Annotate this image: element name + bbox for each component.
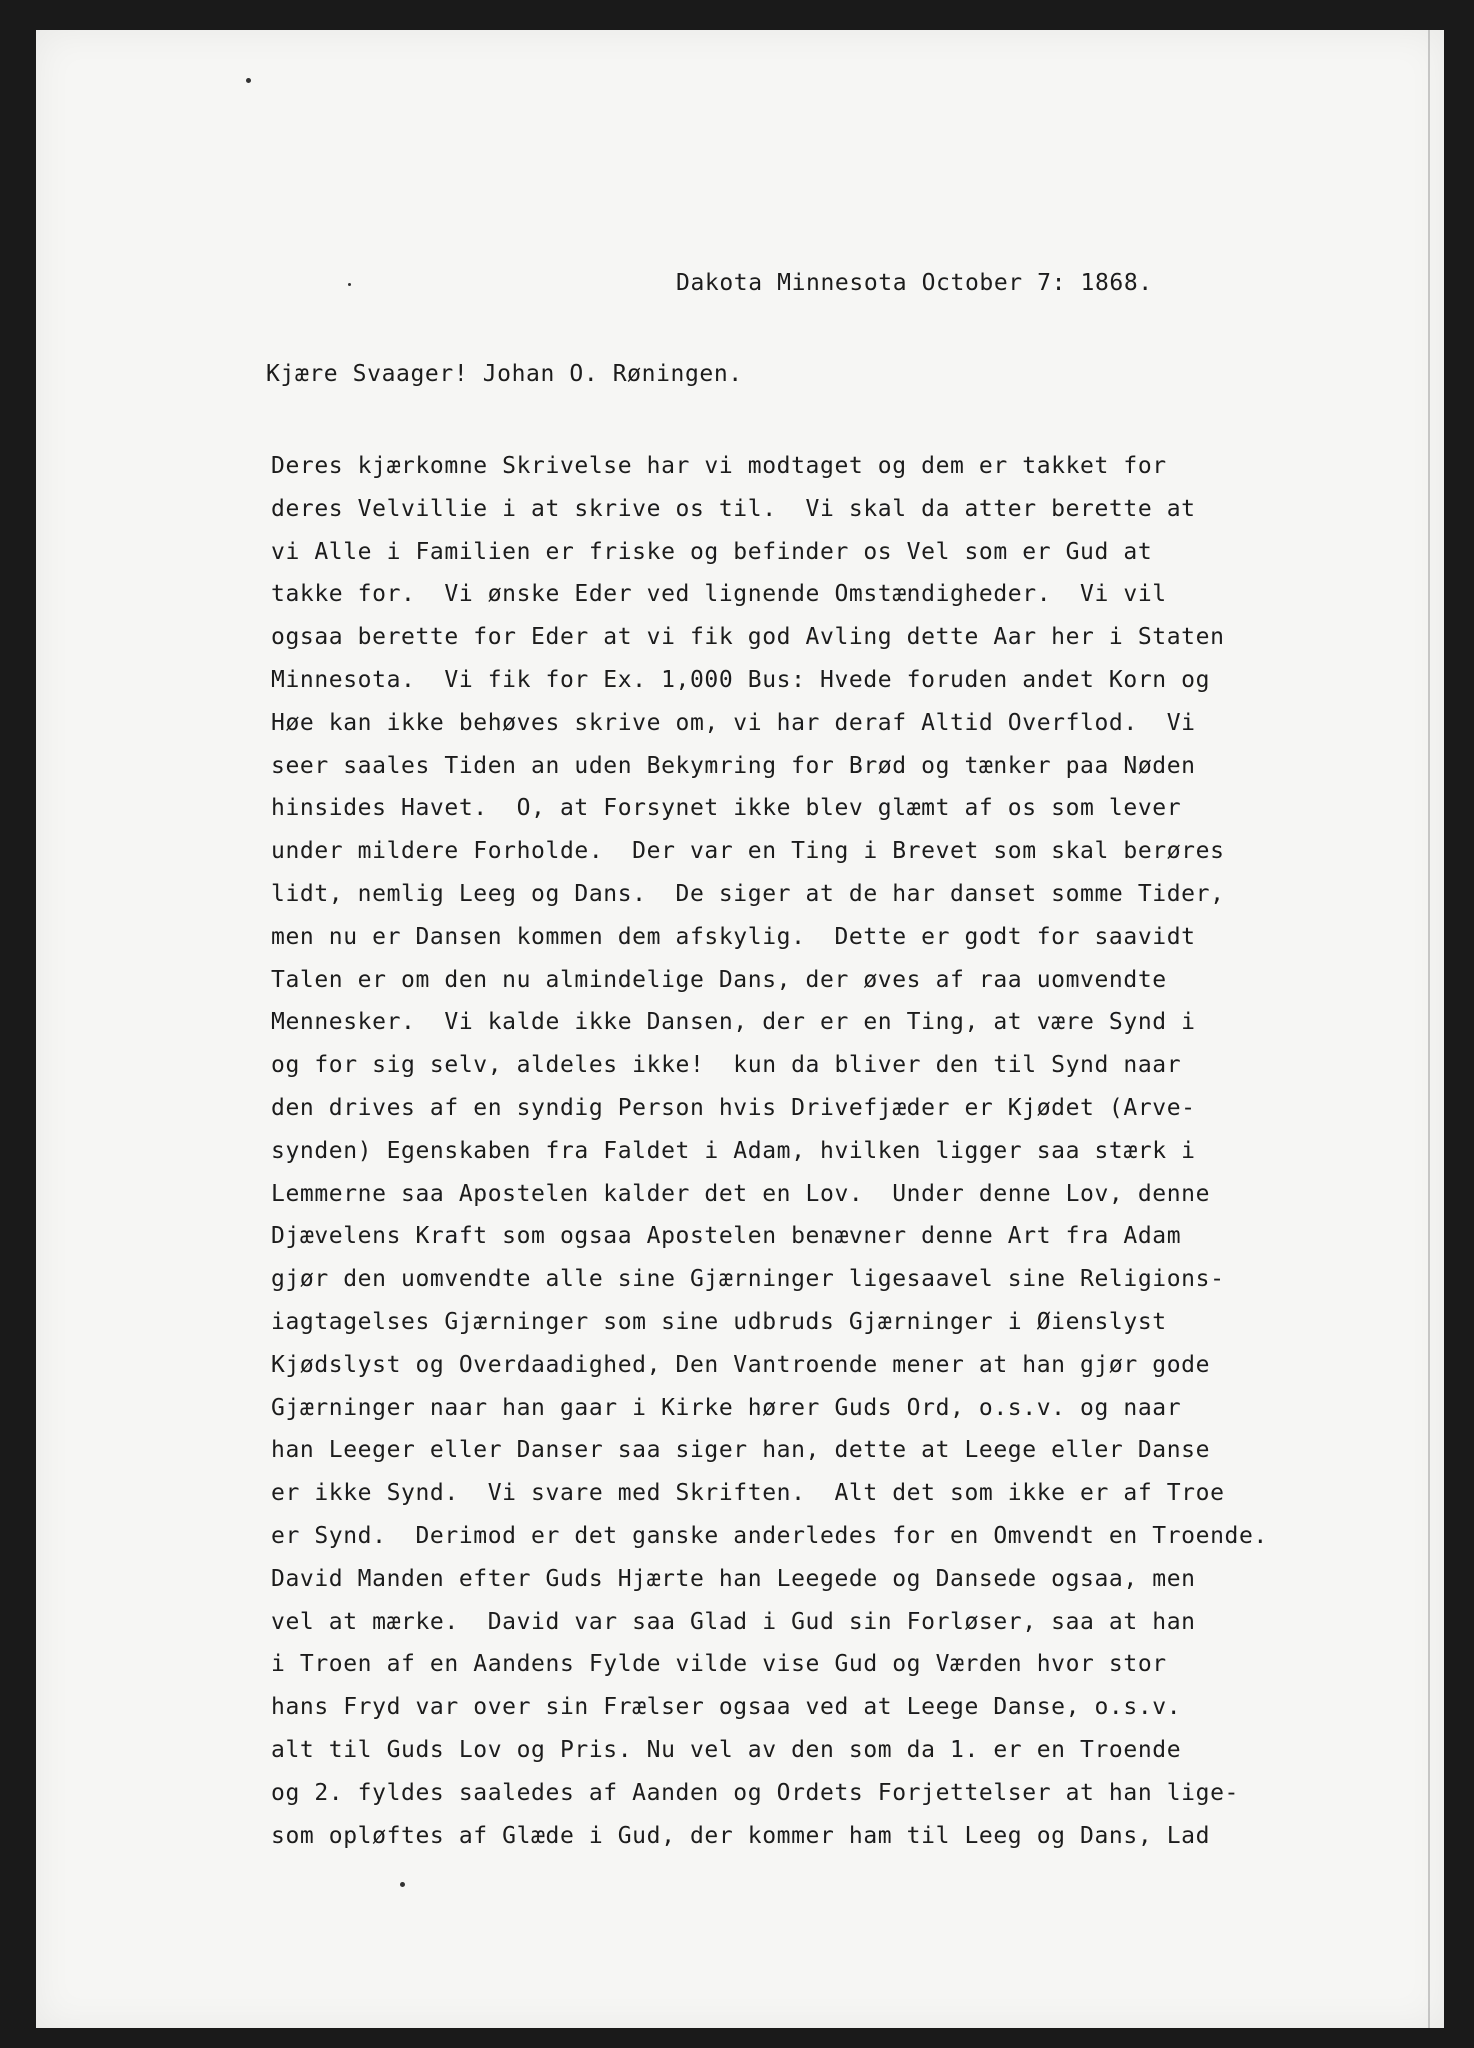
- letter-line: Høe kan ikke behøves skrive om, vi har deraf Altid Overflod. Vi: [271, 709, 1196, 736]
- letter-line: i Troen af en Aandens Fylde vilde vise Gud og Værden hvor stor: [271, 1651, 1167, 1678]
- letter-line: Minnesota. Vi fik for Ex. 1,000 Bus: Hvede foruden andet Korn og: [271, 666, 1211, 693]
- paper-speck: [246, 78, 251, 83]
- letter-line: under mildere Forholde. Der var en Ting i Brevet som skal berøres: [271, 838, 1225, 865]
- letter-salutation: Kjære Svaager! Johan O. Røningen.: [266, 361, 743, 387]
- letter-line: David Manden efter Guds Hjærte han Leegede og Dansede ogsaa, men: [271, 1565, 1196, 1592]
- letter-line: deres Velvillie i at skrive os til. Vi skal da atter berette at: [271, 495, 1196, 522]
- letter-line: Kjødslyst og Overdaadighed, Den Vantroende mener at han gjør gode: [271, 1351, 1211, 1378]
- page-edge-line: [1428, 30, 1430, 2028]
- letter-line: er Synd. Derimod er det ganske anderledes for en Omvendt en Troende.: [271, 1522, 1268, 1549]
- letter-line: hinsides Havet. O, at Forsynet ikke blev glæmt af os som lever: [271, 795, 1182, 822]
- letter-line: Djævelens Kraft som ogsaa Apostelen benævner denne Art fra Adam: [271, 1223, 1182, 1250]
- letter-line: gjør den uomvendte alle sine Gjærninger ligesaavel sine Religions-: [271, 1266, 1225, 1293]
- letter-line: seer saales Tiden an uden Bekymring for Brød og tænker paa Nøden: [271, 752, 1196, 779]
- letter-line: takke for. Vi ønske Eder ved lignende Omstændigheder. Vi vil: [271, 581, 1167, 608]
- letter-line: er ikke Synd. Vi svare med Skriften. Alt det som ikke er af Troe: [271, 1480, 1225, 1507]
- letter-line: iagtagelses Gjærninger som sine udbruds Gjærninger i Øienslyst: [271, 1308, 1167, 1335]
- letter-line: Mennesker. Vi kalde ikke Dansen, der er en Ting, at være Synd i: [271, 1009, 1196, 1036]
- letter-line: men nu er Dansen kommen dem afskylig. Dette er godt for saavidt: [271, 923, 1196, 950]
- letter-line: Lemmerne saa Apostelen kalder det en Lov. Under denne Lov, denne: [271, 1180, 1211, 1207]
- letter-line: den drives af en syndig Person hvis Drivefjæder er Kjødet (Arve-: [271, 1094, 1196, 1121]
- letter-line: Gjærninger naar han gaar i Kirke hører Guds Ord, o.s.v. og naar: [271, 1394, 1182, 1421]
- letter-line: Talen er om den nu almindelige Dans, der øves af raa uomvendte: [271, 966, 1167, 993]
- paper-speck: [400, 1882, 405, 1887]
- letter-line: alt til Guds Lov og Pris. Nu vel av den som da 1. er en Troende: [271, 1736, 1182, 1763]
- letter-body: [271, 445, 1268, 1857]
- letter-line: som opløftes af Glæde i Gud, der kommer ham til Leeg og Dans, Lad: [271, 1822, 1211, 1849]
- letter-line: Deres kjærkomne Skrivelse har vi modtaget og dem er takket for: [271, 453, 1167, 479]
- letter-line: vi Alle i Familien er friske og befinder os Vel som er Gud at: [271, 538, 1153, 565]
- letter-line: lidt, nemlig Leeg og Dans. De siger at de har danset somme Tider,: [271, 880, 1225, 907]
- letter-dateline: Dakota Minnesota October 7: 1868.: [676, 270, 1153, 296]
- letter-page: [36, 30, 1444, 2028]
- letter-line: ogsaa berette for Eder at vi fik god Avling dette Aar her i Staten: [271, 624, 1225, 651]
- letter-line: og 2. fyldes saaledes af Aanden og Ordets Forjettelser at han lige-: [271, 1779, 1239, 1806]
- letter-line: og for sig selv, aldeles ikke! kun da bliver den til Synd naar: [271, 1052, 1182, 1079]
- letter-line: vel at mærke. David var saa Glad i Gud sin Forløser, saa at han: [271, 1608, 1196, 1635]
- letter-line: hans Fryd var over sin Frælser ogsaa ved at Leege Danse, o.s.v.: [271, 1694, 1182, 1721]
- letter-line: han Leeger eller Danser saa siger han, dette at Leege eller Danse: [271, 1437, 1211, 1464]
- letter-line: synden) Egenskaben fra Faldet i Adam, hvilken ligger saa stærk i: [271, 1137, 1196, 1164]
- paper-speck: [348, 283, 351, 286]
